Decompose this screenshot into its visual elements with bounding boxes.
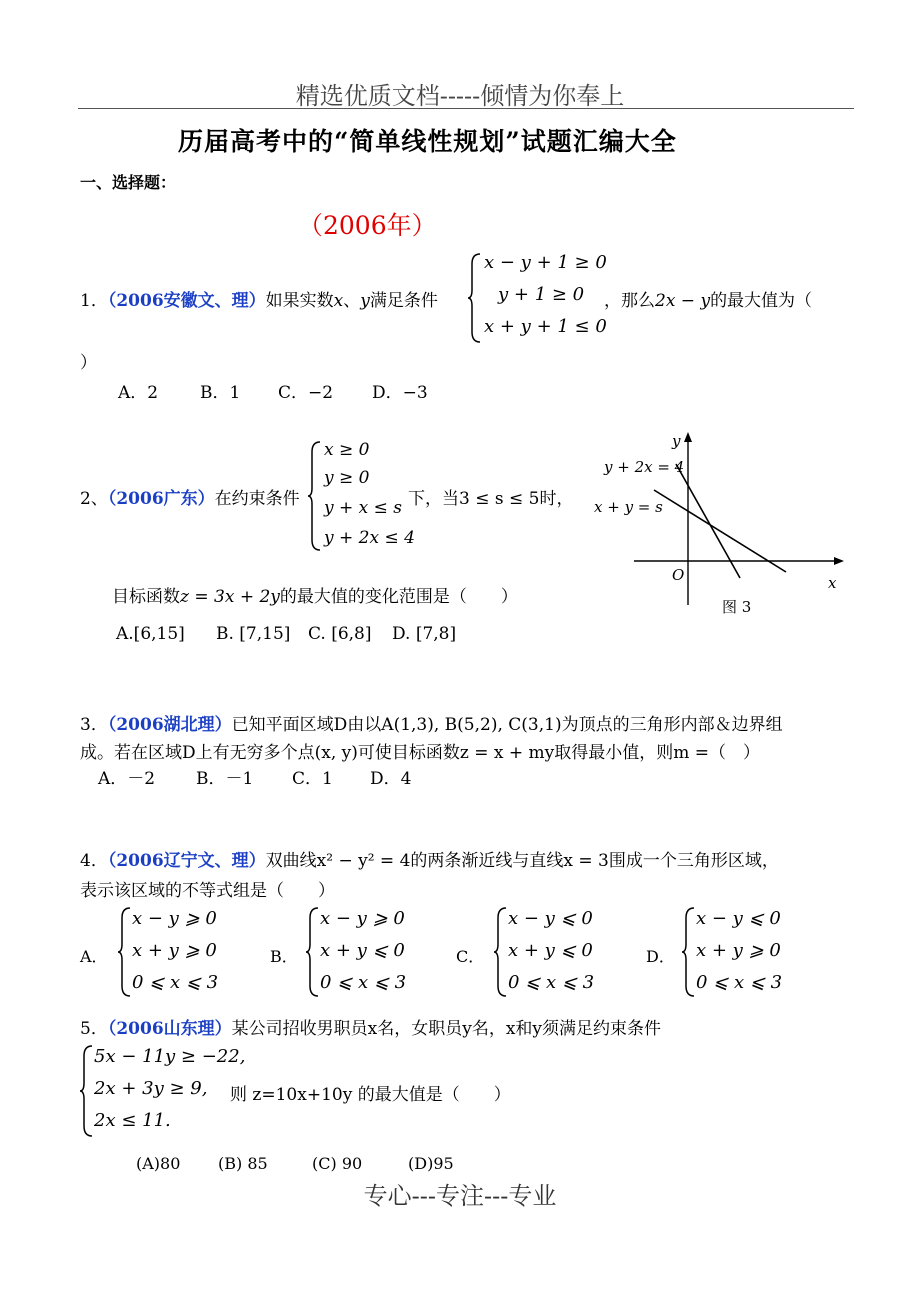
- q4-choice-a-label: A．: [80, 947, 108, 966]
- section-heading: 一、选择题：: [80, 173, 177, 192]
- q3-source: （2006湖北理）: [107, 715, 232, 735]
- q3-option-b: B．－1: [196, 769, 254, 789]
- q2-expression: z = 3x + 2y: [180, 587, 280, 607]
- figure-y-label: y: [672, 432, 681, 450]
- q1-var-y: y: [360, 291, 370, 311]
- q4-d-row-3: 0 ⩽ x ⩽ 3: [696, 972, 783, 993]
- q2-option-a: A.[6,15]: [116, 624, 185, 644]
- q2-source: （2006广东）: [107, 489, 215, 509]
- q1-option-c: C．−2: [278, 383, 334, 403]
- q4-b-row-3: 0 ⩽ x ⩽ 3: [320, 972, 407, 993]
- header-divider: [78, 108, 854, 109]
- q1-close-paren: ）: [80, 353, 97, 373]
- q2-constraint-1: x ≥ 0: [324, 440, 370, 460]
- q4-choice-c-brace: [494, 906, 508, 998]
- figure-origin-label: O: [672, 566, 685, 584]
- q4-source: （2006辽宁文、理）: [107, 851, 266, 871]
- q5-option-d: (D)95: [408, 1154, 454, 1173]
- q1-text-a: 如果实数: [265, 291, 334, 311]
- q3-option-c: C．1: [292, 769, 333, 789]
- q2-text-c: 目标函数: [112, 587, 180, 607]
- q4-a-row-3: 0 ⩽ x ⩽ 3: [132, 972, 219, 993]
- q3-line-1: [80, 710, 783, 735]
- q2-option-b: B. [7,15]: [216, 624, 291, 644]
- q1-text-d: 的最大值为（: [710, 291, 813, 311]
- q1-option-a: A．2: [118, 383, 159, 403]
- figure-x-label: x: [828, 574, 837, 592]
- q4-a-row-2: x + y ⩾ 0: [132, 940, 217, 961]
- q2-constraint-4: y + 2x ≤ 4: [324, 528, 415, 548]
- q1-sep: 、: [343, 291, 361, 311]
- q3-text-1: 已知平面区域D由以A(1,3), B(5,2), C(3,1)为顶点的三角形内部＆边界组: [231, 715, 783, 735]
- q4-line-2: 表示该区域的不等式组是（ ）: [80, 881, 335, 901]
- page-header: 精选优质文档-----倾情为你奉上: [295, 82, 625, 110]
- q1-tail: [604, 286, 812, 311]
- q1-source: （2006安徽文、理）: [107, 291, 266, 311]
- q4-choice-c-label: C．: [456, 947, 485, 966]
- q1-option-b: B．1: [200, 383, 241, 403]
- q4-choice-b-brace: [306, 906, 320, 998]
- q5-option-c: (C) 90: [312, 1154, 363, 1173]
- q5-text-1: 某公司招收男职员x名，女职员y名，x和y须满足约束条件: [231, 1019, 662, 1039]
- figure-line1-label: y + 2x = 4: [604, 458, 685, 476]
- q4-text-1: 双曲线x² − y² = 4的两条渐近线与直线x = 3围成一个三角形区域，: [265, 851, 779, 871]
- q1-constraint-3: x + y + 1 ≤ 0: [484, 316, 607, 337]
- q2-constraint-3: y + x ≤ s: [324, 498, 403, 518]
- q4-choice-d-label: D．: [646, 947, 675, 966]
- q3-option-d: D．4: [370, 769, 412, 789]
- q3-option-a: A．－2: [98, 769, 156, 789]
- q5-constraint-3: 2x ≤ 11.: [94, 1110, 171, 1131]
- q2-constraint-2: y ≥ 0: [324, 468, 370, 488]
- q5-constraint-2: 2x + 3y ≥ 9,: [94, 1078, 208, 1099]
- q1-expression: 2x − y: [655, 291, 711, 311]
- q2-option-d: D. [7,8]: [392, 624, 457, 644]
- q5-source: （2006山东理）: [107, 1019, 232, 1039]
- q1-text-c: ，那么: [604, 291, 655, 311]
- q1-number: 1．: [80, 291, 108, 311]
- q5-option-b: (B) 85: [218, 1154, 268, 1173]
- q4-line-1: [80, 846, 779, 871]
- q1-constraint-2: y + 1 ≥ 0: [498, 284, 585, 305]
- q4-d-row-2: x + y ⩾ 0: [696, 940, 781, 961]
- line-x-plus-y: [654, 490, 786, 572]
- figure-caption: 图 3: [722, 598, 752, 616]
- q5-constraint-1: 5x − 11y ≥ −22,: [94, 1046, 246, 1067]
- q2-number: 2、: [80, 489, 108, 509]
- q1-option-d: D．−3: [372, 383, 428, 403]
- q5-option-a: (A)80: [136, 1154, 181, 1173]
- q2-text-d: 的最大值的变化范围是（ ）: [279, 587, 518, 607]
- q5-text-b: 则 z=10x+10y 的最大值是（ ）: [230, 1085, 511, 1105]
- q2-intro: [80, 484, 300, 509]
- q5-line-1: [80, 1014, 661, 1039]
- q1-brace: [468, 252, 482, 344]
- q4-number: 4．: [80, 851, 108, 871]
- q1-text-b: 满足条件: [369, 291, 438, 311]
- q4-choice-d-brace: [682, 906, 696, 998]
- document-title: 历届高考中的“简单线性规划”试题汇编大全: [178, 127, 677, 156]
- q2-brace: [308, 440, 322, 552]
- q3-number: 3．: [80, 715, 108, 735]
- q4-choice-b-label: B．: [270, 947, 298, 966]
- q2-text-a: 在约束条件: [214, 489, 300, 509]
- page-footer: 专心---专注---专业: [363, 1182, 557, 1210]
- q4-b-row-2: x + y ⩽ 0: [320, 940, 405, 961]
- q1-intro: [80, 286, 438, 311]
- y-axis-arrow-icon: [684, 432, 692, 442]
- q2-option-c: C. [6,8]: [308, 624, 372, 644]
- q3-line-2: 成。若在区域D上有无穷多个点(x, y)可使目标函数z = x + my取得最小值，则m =（ ）: [80, 743, 761, 763]
- year-heading: （2006年）: [298, 211, 437, 240]
- q4-c-row-3: 0 ⩽ x ⩽ 3: [508, 972, 595, 993]
- q1-var-x: x: [333, 291, 344, 311]
- q4-choice-a-brace: [118, 906, 132, 998]
- x-axis-arrow-icon: [834, 557, 844, 565]
- q4-c-row-2: x + y ⩽ 0: [508, 940, 593, 961]
- q4-b-row-1: x − y ⩾ 0: [320, 908, 405, 929]
- q4-a-row-1: x − y ⩾ 0: [132, 908, 217, 929]
- q4-d-row-1: x − y ⩽ 0: [696, 908, 781, 929]
- q2-objective: [112, 582, 518, 607]
- q5-number: 5．: [80, 1019, 108, 1039]
- q4-c-row-1: x − y ⩽ 0: [508, 908, 593, 929]
- q5-brace: [80, 1044, 94, 1138]
- q2-text-b: 下，当3 ≤ s ≤ 5时，: [408, 489, 574, 509]
- q1-constraint-1: x − y + 1 ≥ 0: [484, 252, 607, 273]
- figure-line2-label: x + y = s: [594, 498, 663, 516]
